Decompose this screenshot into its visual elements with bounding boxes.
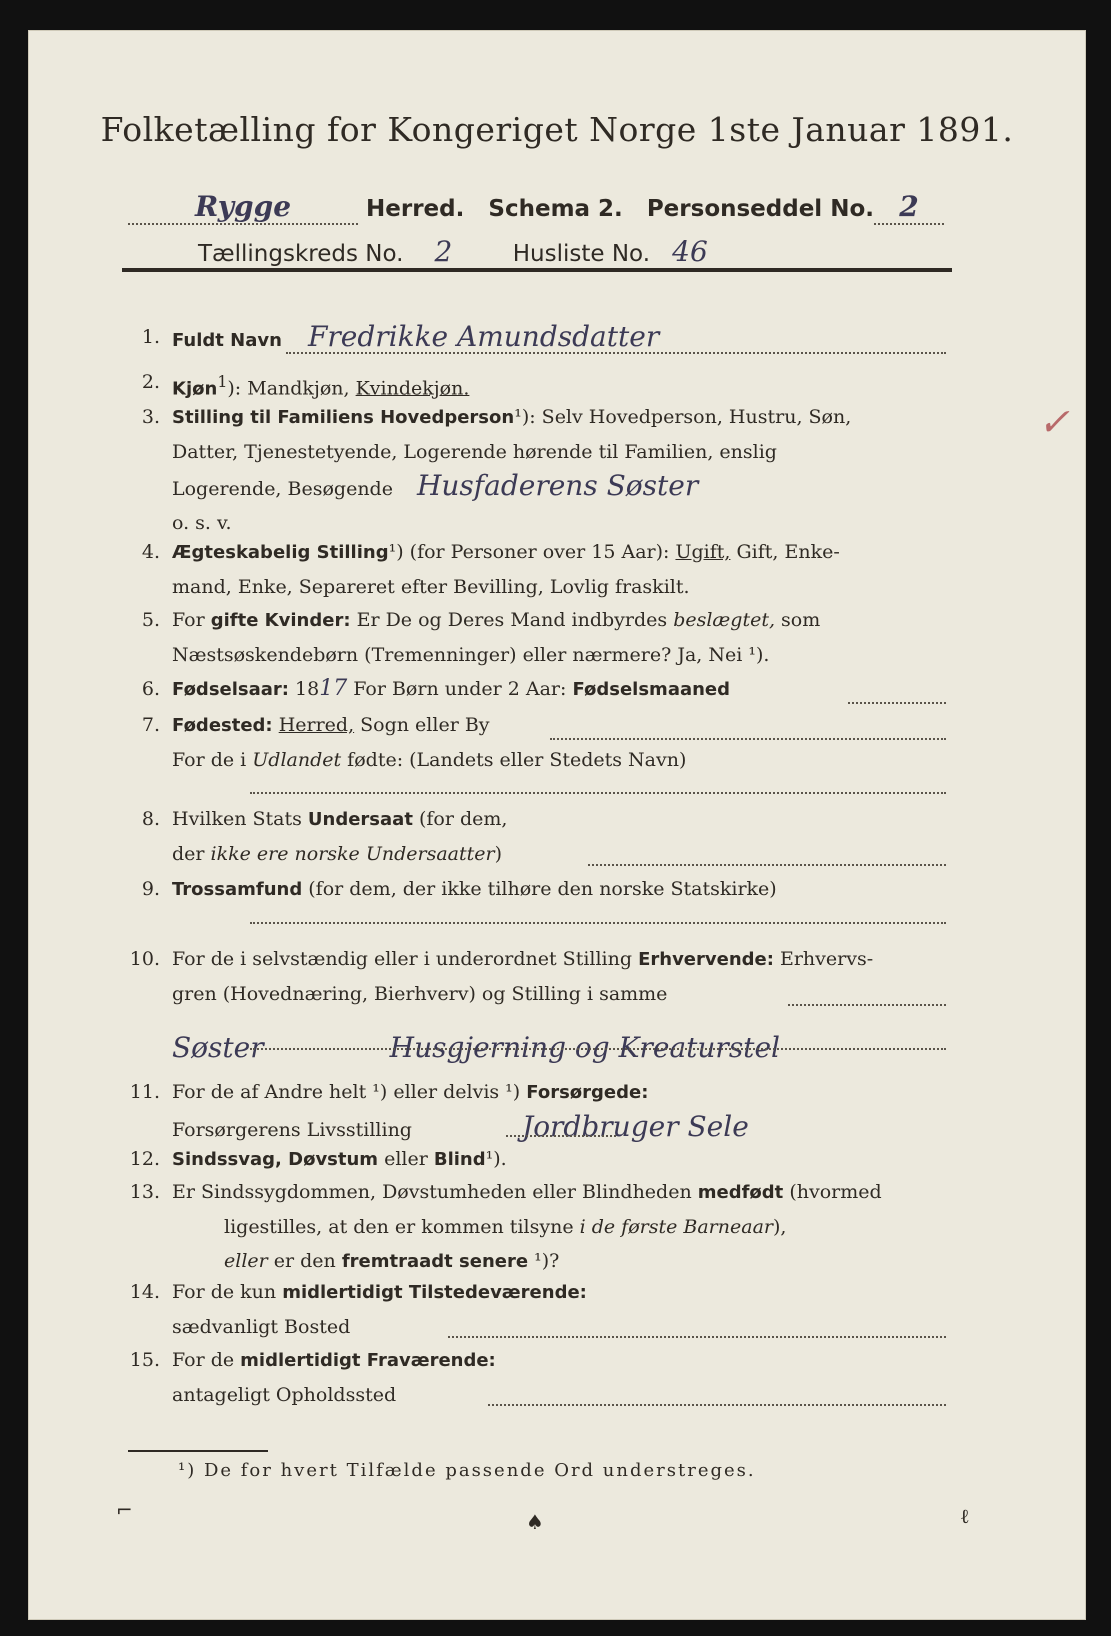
item-7-line2: For de i: [172, 749, 253, 771]
item-number: 6.: [141, 678, 160, 700]
item-number: 15.: [129, 1349, 160, 1371]
item-7-text: Sogn eller By: [354, 714, 490, 736]
udlandet-italic: Udlandet: [252, 749, 342, 771]
birthplace-dotted-line: [550, 738, 946, 740]
item-10-text: For de i selvstændig eller i underordnet Stilling: [172, 948, 639, 970]
item-13-line2-end: ),: [773, 1216, 787, 1238]
herred-underlined: Herred,: [278, 714, 355, 736]
item-6-text: For Børn under 2 Aar:: [347, 678, 573, 700]
item-3-line2: Datter, Tjenestetyende, Logerende hørende til Familien, enslig: [172, 441, 777, 463]
item-11-label: Forsørgede:: [526, 1082, 649, 1103]
item-11-text: For de af Andre helt ¹) eller delvis ¹): [172, 1081, 527, 1103]
kvindekjon-underlined: Kvindekjøn.: [355, 377, 470, 400]
item-4-label: Ægteskabelig Stilling: [172, 542, 389, 563]
item-8-line2-end: ): [494, 843, 502, 865]
provider-dotted-line: [506, 1135, 616, 1137]
item-13-text: Er Sindssygdommen, Døvstumheden eller Blindheden: [172, 1181, 698, 1203]
erhverv-dotted-line-2: [250, 1048, 946, 1050]
item-10-label: Erhvervende:: [638, 949, 774, 970]
item-5-end: som: [775, 609, 821, 631]
header-row-2: [198, 235, 1058, 270]
month-dotted-line: [848, 702, 946, 704]
item-14-line2: sædvanligt Bosted: [172, 1316, 351, 1338]
check-mark: ✓: [1038, 400, 1070, 444]
item-13-line2: ligestilles, at den er kommen tilsyne: [224, 1216, 580, 1238]
item-7-label: Fødested:: [172, 715, 273, 736]
item-5-line2: Næstsøskendebørn (Tremenninger) eller nærmere? Ja, Nei ¹).: [172, 644, 770, 666]
item-9-text: (for dem, der ikke tilhøre den norske Statskirke): [302, 878, 777, 900]
kreds-value: 2: [434, 235, 453, 268]
name-dotted-line: [286, 352, 946, 354]
bottom-center-mark: ♠: [526, 1510, 544, 1534]
item-11-line2: Forsørgerens Livsstilling: [172, 1119, 412, 1141]
item-4-text: ¹) (for Personer over 15 Aar):: [388, 541, 676, 563]
item-number: 8.: [141, 808, 160, 830]
herred-label: Herred.: [366, 196, 465, 222]
item-13-italic: i de første Barneaar: [579, 1216, 773, 1238]
trossamfund-dotted-line: [250, 922, 946, 924]
schema-label: Schema 2.: [488, 196, 623, 222]
item-3-text: ¹): Selv Hovedperson, Hustru, Søn,: [514, 406, 852, 428]
occupation-status-value: Søster: [172, 1031, 264, 1064]
item-3-label: Stilling til Familiens Hovedperson: [172, 407, 515, 428]
kreds-field: [403, 235, 483, 270]
footnote: ¹) De for hvert Tilfælde passende Ord understreges.: [178, 1460, 756, 1481]
bosted-dotted-line: [448, 1336, 946, 1338]
item-number: 14.: [129, 1281, 160, 1303]
item-4-text-end: Gift, Enke-: [730, 541, 840, 563]
corner-mark-left: ⌐: [116, 1498, 133, 1522]
corner-mark-right: ℓ: [960, 1504, 970, 1528]
item-number: 1.: [141, 326, 160, 348]
item-number: 7.: [141, 714, 160, 736]
undersaat-dotted-line: [588, 864, 946, 866]
herred-field: [128, 190, 358, 225]
opholdssted-dotted-line: [488, 1404, 946, 1406]
item-15-text: For de: [172, 1349, 241, 1371]
item-3-line4: o. s. v.: [172, 512, 232, 534]
full-name-value: Fredrikke Amundsdatter: [307, 320, 660, 353]
item-number: 13.: [129, 1181, 160, 1203]
item-3-line3: Logerende, Besøgende: [172, 478, 393, 500]
kreds-label: Tællingskreds No.: [198, 241, 404, 267]
item-4-line2: mand, Enke, Separeret efter Bevilling, Lovlig fraskilt.: [172, 576, 690, 598]
item-6-label2: Fødselsmaaned: [572, 679, 731, 700]
item-number: 10.: [129, 948, 160, 970]
item-5-italic: beslægtet,: [673, 609, 776, 631]
occupation-value: Husgjerning og Kreaturstel: [389, 1031, 780, 1064]
item-8-label: Undersaat: [307, 809, 413, 830]
item-10-text-end: Erhvervs-: [773, 948, 874, 970]
item-13-text-end: (hvormed: [783, 1181, 882, 1203]
item-12-label: Sindssvag, Døvstum: [172, 1149, 379, 1170]
erhverv-dotted-line: [788, 1004, 946, 1006]
year-prefix: 18: [289, 678, 320, 700]
item-number: 4.: [141, 541, 160, 563]
item-13-line3: er den: [267, 1250, 342, 1272]
foreign-dotted-line: [250, 792, 946, 794]
item-14-text: For de kun: [172, 1281, 283, 1303]
item-12-mid: eller: [378, 1148, 434, 1170]
item-10-line2: gren (Hovednæring, Bierhverv) og Stilling i samme: [172, 983, 668, 1005]
footnote-ref: 1: [217, 372, 228, 391]
birth-year-value: 17: [319, 676, 348, 701]
item-13-label2: fremtraadt senere: [341, 1251, 529, 1272]
item-2-text: ): Mandkjøn,: [227, 377, 356, 400]
husliste-value: 46: [672, 235, 708, 268]
personseddel-label: Personseddel No.: [646, 196, 874, 222]
item-12-end: ¹).: [485, 1148, 507, 1170]
census-form-page: [28, 30, 1086, 1620]
husliste-label: Husliste No.: [512, 241, 650, 267]
item-13-label: medfødt: [697, 1182, 784, 1203]
item-number: 2.: [141, 371, 160, 393]
item-8-text-end: (for dem,: [412, 808, 508, 830]
item-8-italic: ikke ere norske Undersaatter: [210, 843, 495, 865]
personseddel-field: [874, 190, 944, 225]
item-7-line2-end: fødte: (Landets eller Stedets Navn): [341, 749, 687, 771]
item-14-label: midlertidigt Tilstedeværende:: [282, 1282, 587, 1303]
item-13-eller: eller: [224, 1250, 268, 1272]
personseddel-value: 2: [899, 190, 919, 223]
item-9-label: Trossamfund: [172, 879, 303, 900]
item-number: 9.: [141, 878, 160, 900]
herred-value: Rygge: [194, 190, 292, 223]
item-5-pre: For: [172, 609, 211, 631]
item-number: 5.: [141, 609, 160, 631]
item-2-label: Kjøn: [172, 378, 218, 400]
item-13-line3-end: ¹)?: [528, 1250, 560, 1272]
item-number: 3.: [141, 406, 160, 428]
item-number: 11.: [129, 1081, 160, 1103]
provider-occupation-value: Jordbruger Sele: [521, 1110, 749, 1143]
husliste-field: [650, 235, 730, 270]
item-15-label: midlertidigt Fraværende:: [240, 1350, 496, 1371]
item-8-line2: der: [172, 843, 211, 865]
item-12-label2: Blind: [433, 1149, 486, 1170]
footnote-divider: [128, 1450, 268, 1452]
item-8-text: Hvilken Stats: [172, 808, 308, 830]
ugift-underlined: Ugift,: [675, 541, 731, 563]
item-15-line2: antageligt Opholdssted: [172, 1384, 397, 1406]
header-row-1: [128, 190, 988, 225]
item-5-label: gifte Kvinder:: [210, 610, 351, 631]
form-title: Folketælling for Kongeriget Norge 1ste Januar 1891.: [100, 110, 1014, 149]
item-number: 12.: [129, 1148, 160, 1170]
item-1-label: Fuldt Navn: [172, 330, 282, 351]
item-5-text: Er De og Deres Mand indbyrdes: [350, 609, 674, 631]
family-position-value: Husfaderens Søster: [416, 469, 699, 502]
item-6-label: Fødselsaar:: [172, 679, 289, 700]
header-divider: [122, 268, 952, 272]
